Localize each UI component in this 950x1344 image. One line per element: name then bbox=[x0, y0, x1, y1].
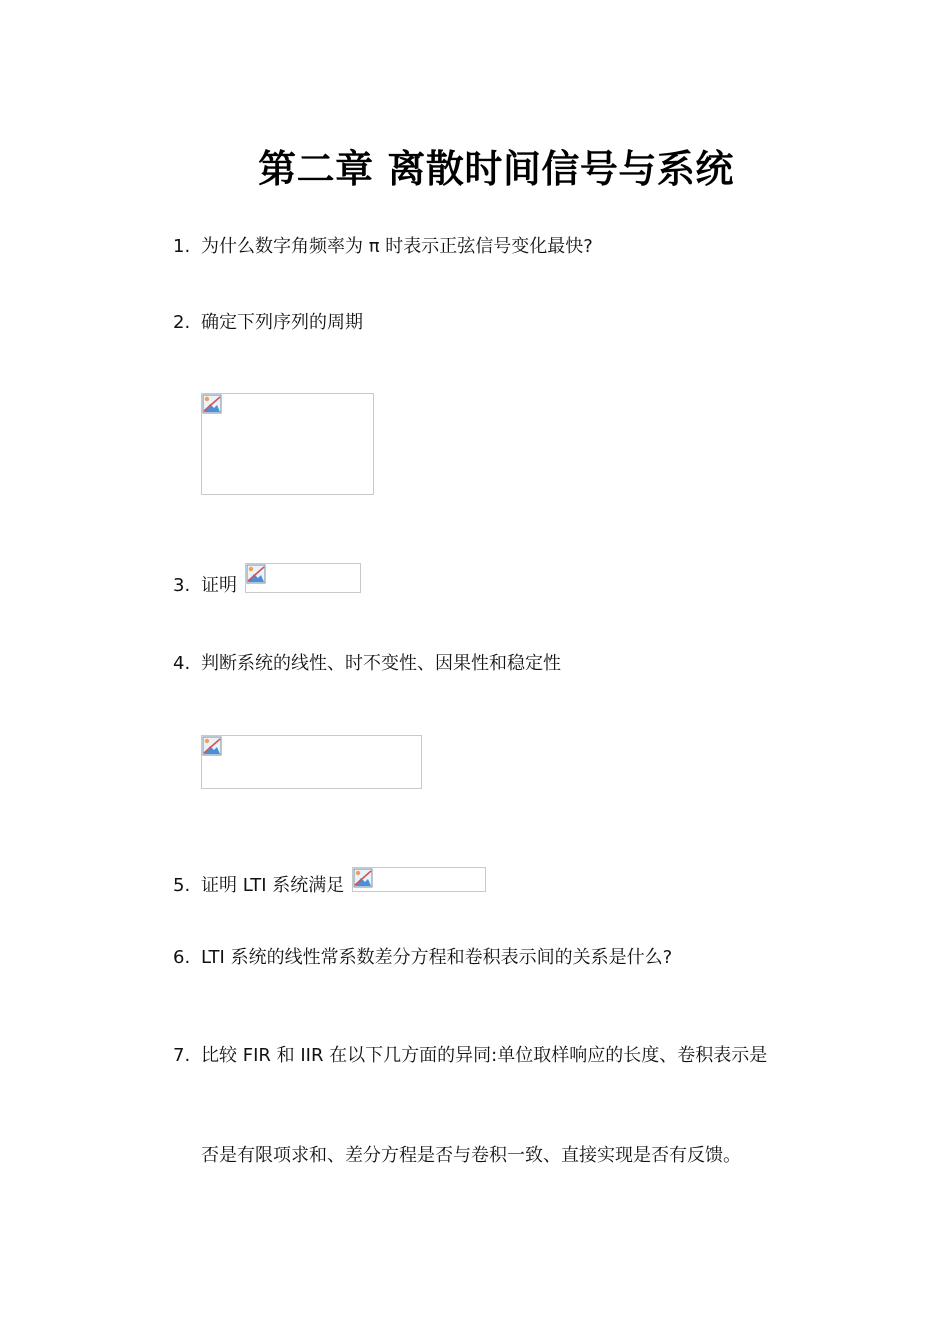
question-text: 为什么数字角频率为 π 时表示正弦信号变化最快? bbox=[201, 236, 593, 257]
q2-formula-image bbox=[201, 393, 374, 495]
q5-formula-image bbox=[352, 867, 486, 892]
q4-formula-image bbox=[201, 735, 422, 789]
broken-image-icon bbox=[202, 736, 222, 756]
question-3 bbox=[173, 574, 237, 598]
question-text: 确定下列序列的周期 bbox=[201, 312, 363, 333]
question-1 bbox=[173, 235, 593, 259]
q3-formula-image bbox=[245, 563, 361, 593]
broken-image-icon bbox=[202, 394, 222, 414]
question-2 bbox=[173, 311, 363, 335]
question-text: LTI 系统的线性常系数差分方程和卷积表示间的关系是什么? bbox=[201, 947, 673, 968]
question-7 bbox=[173, 1044, 767, 1068]
question-text: 判断系统的线性、时不变性、因果性和稳定性 bbox=[201, 653, 561, 674]
question-text: 证明 LTI 系统满足 bbox=[201, 875, 345, 896]
question-number: 4. bbox=[173, 653, 191, 674]
chapter-title: 第二章 离散时间信号与系统 bbox=[258, 147, 734, 191]
question-number: 7. bbox=[173, 1045, 191, 1066]
question-number: 2. bbox=[173, 312, 191, 333]
question-5 bbox=[173, 874, 344, 898]
broken-image-icon bbox=[353, 868, 373, 888]
question-6 bbox=[173, 946, 672, 970]
question-text: 证明 bbox=[201, 575, 237, 596]
question-number: 5. bbox=[173, 875, 191, 896]
question-4 bbox=[173, 652, 561, 676]
question-number: 6. bbox=[173, 947, 191, 968]
question-7-continuation: 否是有限项求和、差分方程是否与卷积一致、直接实现是否有反馈。 bbox=[201, 1145, 741, 1166]
broken-image-icon bbox=[246, 564, 266, 584]
question-number: 1. bbox=[173, 236, 191, 257]
question-number: 3. bbox=[173, 575, 191, 596]
question-text: 比较 FIR 和 IIR 在以下几方面的异同:单位取样响应的长度、卷积表示是 bbox=[201, 1045, 768, 1066]
